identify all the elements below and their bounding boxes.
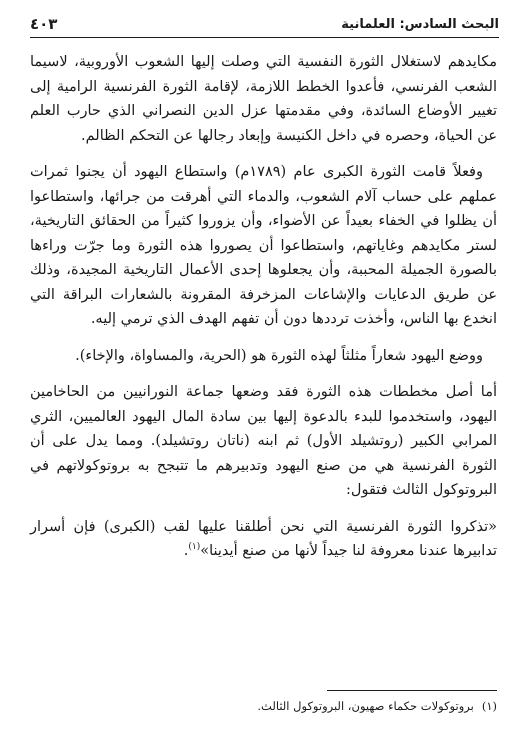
quote-text: «تذكروا الثورة الفرنسية التي نحن أطلقنا عليها لقب (الكبرى) فإن أسرار تدابيرها عندنا معروفة لنا جيداً لأنها من صنع أيدينا» bbox=[30, 518, 497, 559]
paragraph: مكايدهم لاستغلال الثورة النفسية التي وصلت إليها الشعوب الأوروبية، لاسيما الشعب الفرنسي، فأعدوا الخطط اللازمة، لإقامة الثورة الفرنسية الرامية إلى تغيير الأوضاع السائدة، وفي مقدمتها عزل الدين النصراني الذي حارب العلم عن الحياة، وحصره في داخل الكنيسة وإبعاد رجالها عن التحكم الظالم. bbox=[30, 54, 497, 144]
footnote-number: (١) bbox=[481, 699, 497, 713]
footnote bbox=[30, 697, 497, 715]
paragraph: وفعلاً قامت الثورة الكبرى عام (١٧٨٩م) واستطاع اليهود أن يجنوا ثمرات عملهم على حساب آلام الشعوب، والدماء التي أهرقت من جرائها، واستطاعوا أن يظلوا في الخفاء بعيداً عن الأضواء، وأن يزوروا كثيراً من الحقائق التاريخية، لستر مكايدهم وغاياتهم، واستطاعوا أن يصوروا هذه الثورة وما جرّت وراءها بالصورة الجميلة المحببة، وأن يجعلوها إحدى الأعمال التاريخية المجيدة، وذلك عن طريق الدعايات والإشاعات المزخرفة المقرونة بالشعارات البراقة التي انخدع بها الناس، وأخذت ترددها دون أن تفهم الهدف الذي ترمي إليه. bbox=[30, 164, 497, 327]
body-text bbox=[30, 50, 497, 576]
paragraph: ووضع اليهود شعاراً مثلثاً لهذه الثورة هو (الحرية، والمساواة، والإخاء). bbox=[75, 347, 483, 364]
quoted-paragraph: «تذكروا الثورة الفرنسية التي نحن أطلقنا عليها لقب (الكبرى) فإن أسرار تدابيرها عندنا معروفة لنا جيداً لأنها من صنع أيدينا»$^{(١)}$. bbox=[30, 518, 497, 559]
chapter-title: البحث السادس: العلمانية bbox=[341, 16, 499, 32]
header-divider bbox=[30, 37, 499, 38]
paragraph: أما أصل مخططات هذه الثورة فقد وضعها جماعة النورانيين من الحاخامين اليهود، واستخدموا للبدء بالدعوة إليها بين سادة المال اليهود العالميين، الثري المرابي الكبير (روتشيلد الأول) ثم ابنه (ناتان روتشيلد). ومما يدل على أن الثورة الفرنسية هي من صنع اليهود وتدبيرهم ما تتبجح به بروتوكولاتهم في البروتوكول الثالث فتقول: bbox=[30, 384, 497, 498]
footnote-text: بروتوكولات حكماء صهيون، البروتوكول الثالث. bbox=[257, 699, 474, 713]
footnote-divider bbox=[327, 690, 497, 691]
footnote-reference[interactable]: (١) bbox=[188, 542, 201, 553]
running-header bbox=[30, 12, 499, 36]
page-number: ٤٠٣ bbox=[30, 15, 58, 33]
